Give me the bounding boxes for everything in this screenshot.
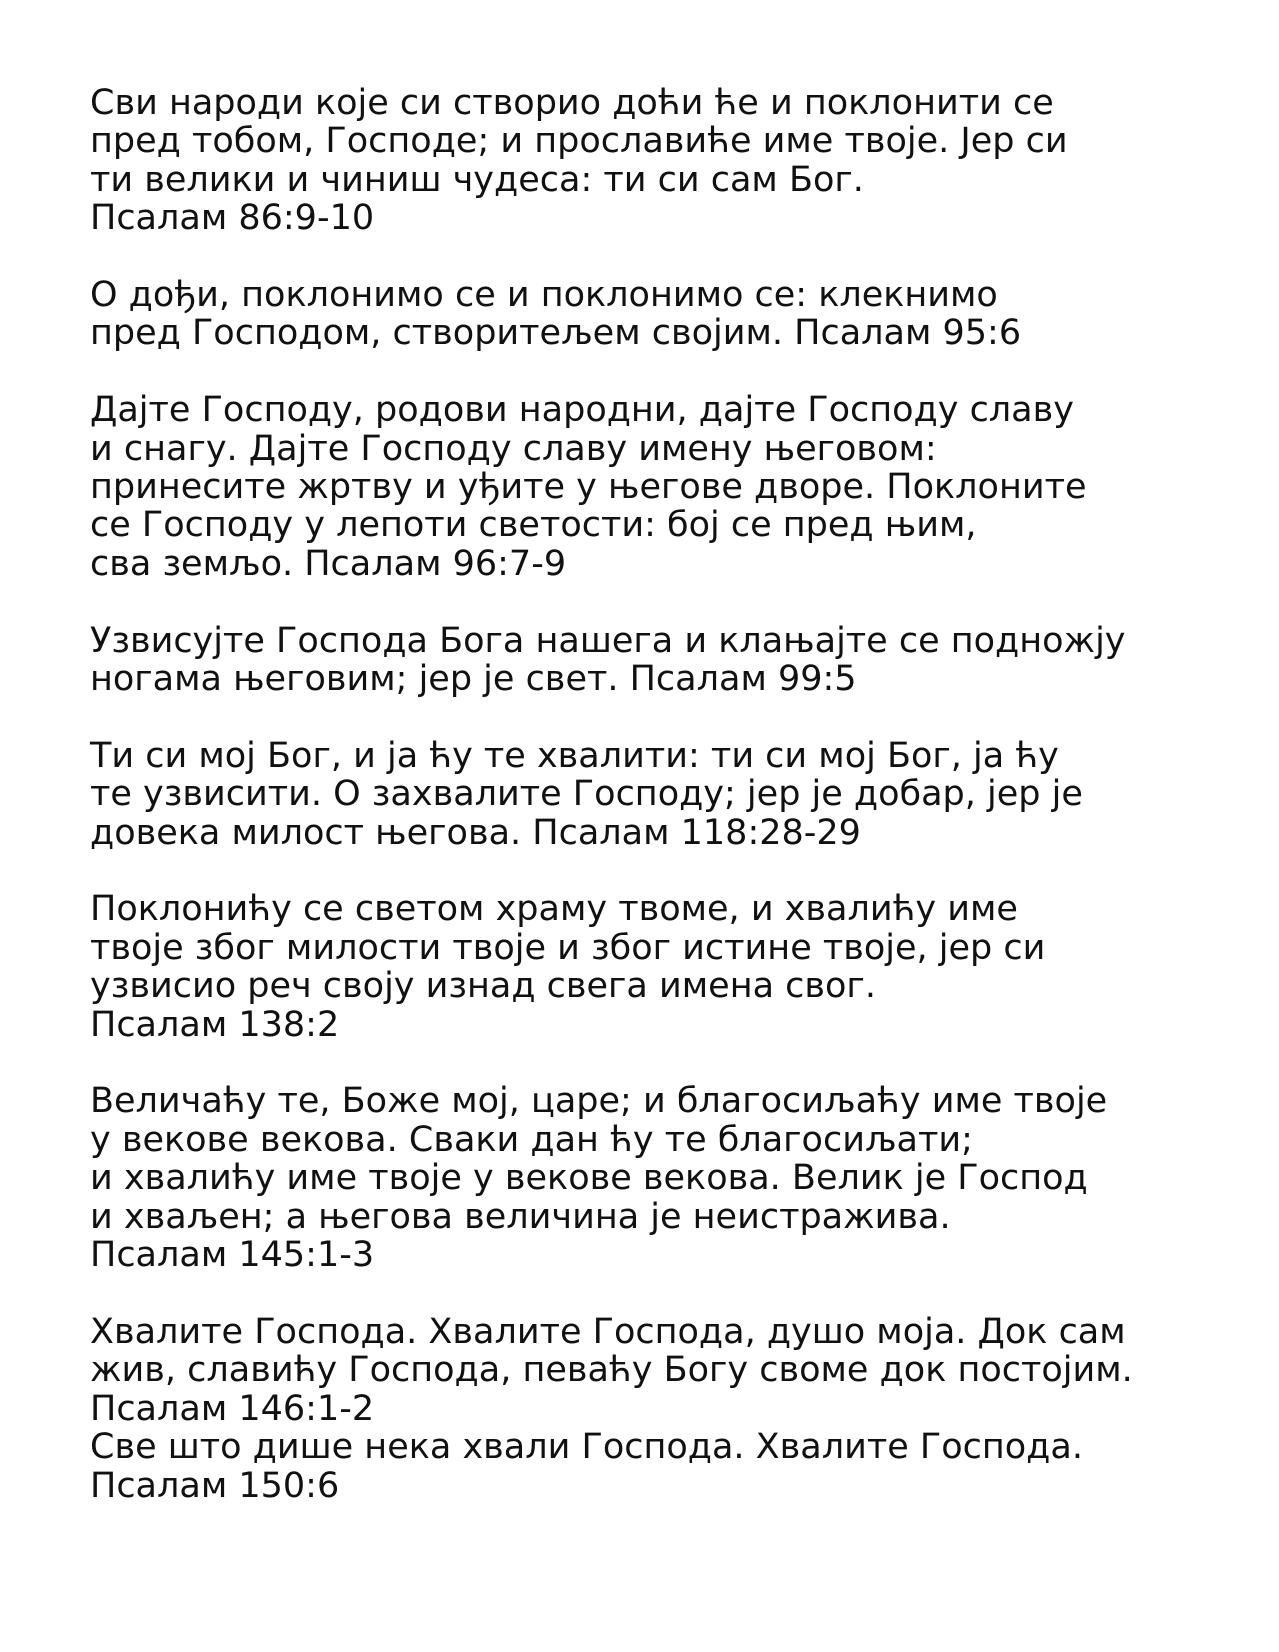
text-line: узвисио реч своју изнад свега имена свог. [90, 966, 876, 1007]
text-line: Сви народи које си створио доћи ће и поклонити се [90, 83, 1054, 123]
text-line: те узвисити. О захвалите Господу; јер је добар, јер је [90, 774, 1083, 815]
text-line: се Господу у лепоти светости: бој се пред њим, [90, 505, 977, 546]
text-line: Дајте Господу, родови народни, дајте Господу славу [90, 390, 1074, 431]
text-line: пред Господом, створитељем својим. Псалам 95:6 [90, 313, 1022, 354]
text-line: и хвалићу име твоје у векове векова. Велик је Господ [90, 1158, 1088, 1199]
verse-paragraph-psalm-150 [90, 1428, 1250, 1505]
document-page [90, 84, 1250, 1505]
verse-reference: Псалам 150:6 [90, 1465, 340, 1506]
verse-reference: Псалам 146:1-2 [90, 1388, 375, 1429]
verse-paragraph-psalm-99 [90, 622, 1250, 699]
text-line: Поклонићу се светом храму твоме, и хвалићу име [90, 889, 1018, 930]
verse-paragraph-psalm-95 [90, 276, 1250, 353]
text-line: Величаћу те, Боже мој, царе; и благосиљаћу име твоје [90, 1081, 1108, 1122]
verse-paragraph-psalm-146 [90, 1313, 1250, 1428]
text-line: твоје због милости твоје и због истине твоје, јер си [90, 927, 1046, 968]
text-line: О дођи, поклонимо се и поклонимо се: клекнимо [90, 275, 998, 316]
text-line: Ти си мој Бог, и ја ћу те хвалити: ти си мој Бог, ја ћу [90, 735, 1059, 776]
text-line: Све што дише нека хвали Господа. Хвалите Господа. [90, 1427, 1083, 1468]
verse-reference: Псалам 86:9-10 [90, 198, 375, 239]
verse-paragraph-psalm-118 [90, 737, 1250, 852]
text-line: Узвисујте Господа Бога нашега и клањајте се подножју [90, 620, 1126, 661]
verse-paragraph-psalm-96 [90, 391, 1250, 583]
text-line: довека милост његова. Псалам 118:28-29 [90, 812, 861, 853]
text-line: пред тобом, Господе; и прославиће име твоје. Јер си [90, 121, 1068, 162]
text-line: Хвалите Господа. Хвалите Господа, душо моја. Док сам [90, 1311, 1126, 1352]
text-line: жив, славићу Господа, певаћу Богу своме док постојим. [90, 1350, 1133, 1391]
text-line: у векове векова. Сваки дан ћу те благосиљати; [90, 1119, 973, 1160]
verse-reference: Псалам 138:2 [90, 1004, 340, 1045]
text-line: принесите жртву и уђите у његове дворе. Поклоните [90, 467, 1087, 508]
text-line: ти велики и чиниш чудеса: ти си сам Бог. [90, 159, 864, 200]
text-line: и снагу. Дајте Господу славу имену његовом: [90, 428, 937, 469]
verse-paragraph-psalm-86 [90, 84, 1250, 238]
text-line: ногама његовим; јер је свет. Псалам 99:5 [90, 659, 857, 700]
verse-reference: Псалам 145:1-3 [90, 1235, 375, 1276]
text-line: сва земљо. Псалам 96:7-9 [90, 543, 567, 584]
text-line: и хваљен; а његова величина је неистраживa. [90, 1196, 951, 1237]
verse-paragraph-psalm-138 [90, 890, 1250, 1044]
verse-paragraph-psalm-145 [90, 1082, 1250, 1274]
